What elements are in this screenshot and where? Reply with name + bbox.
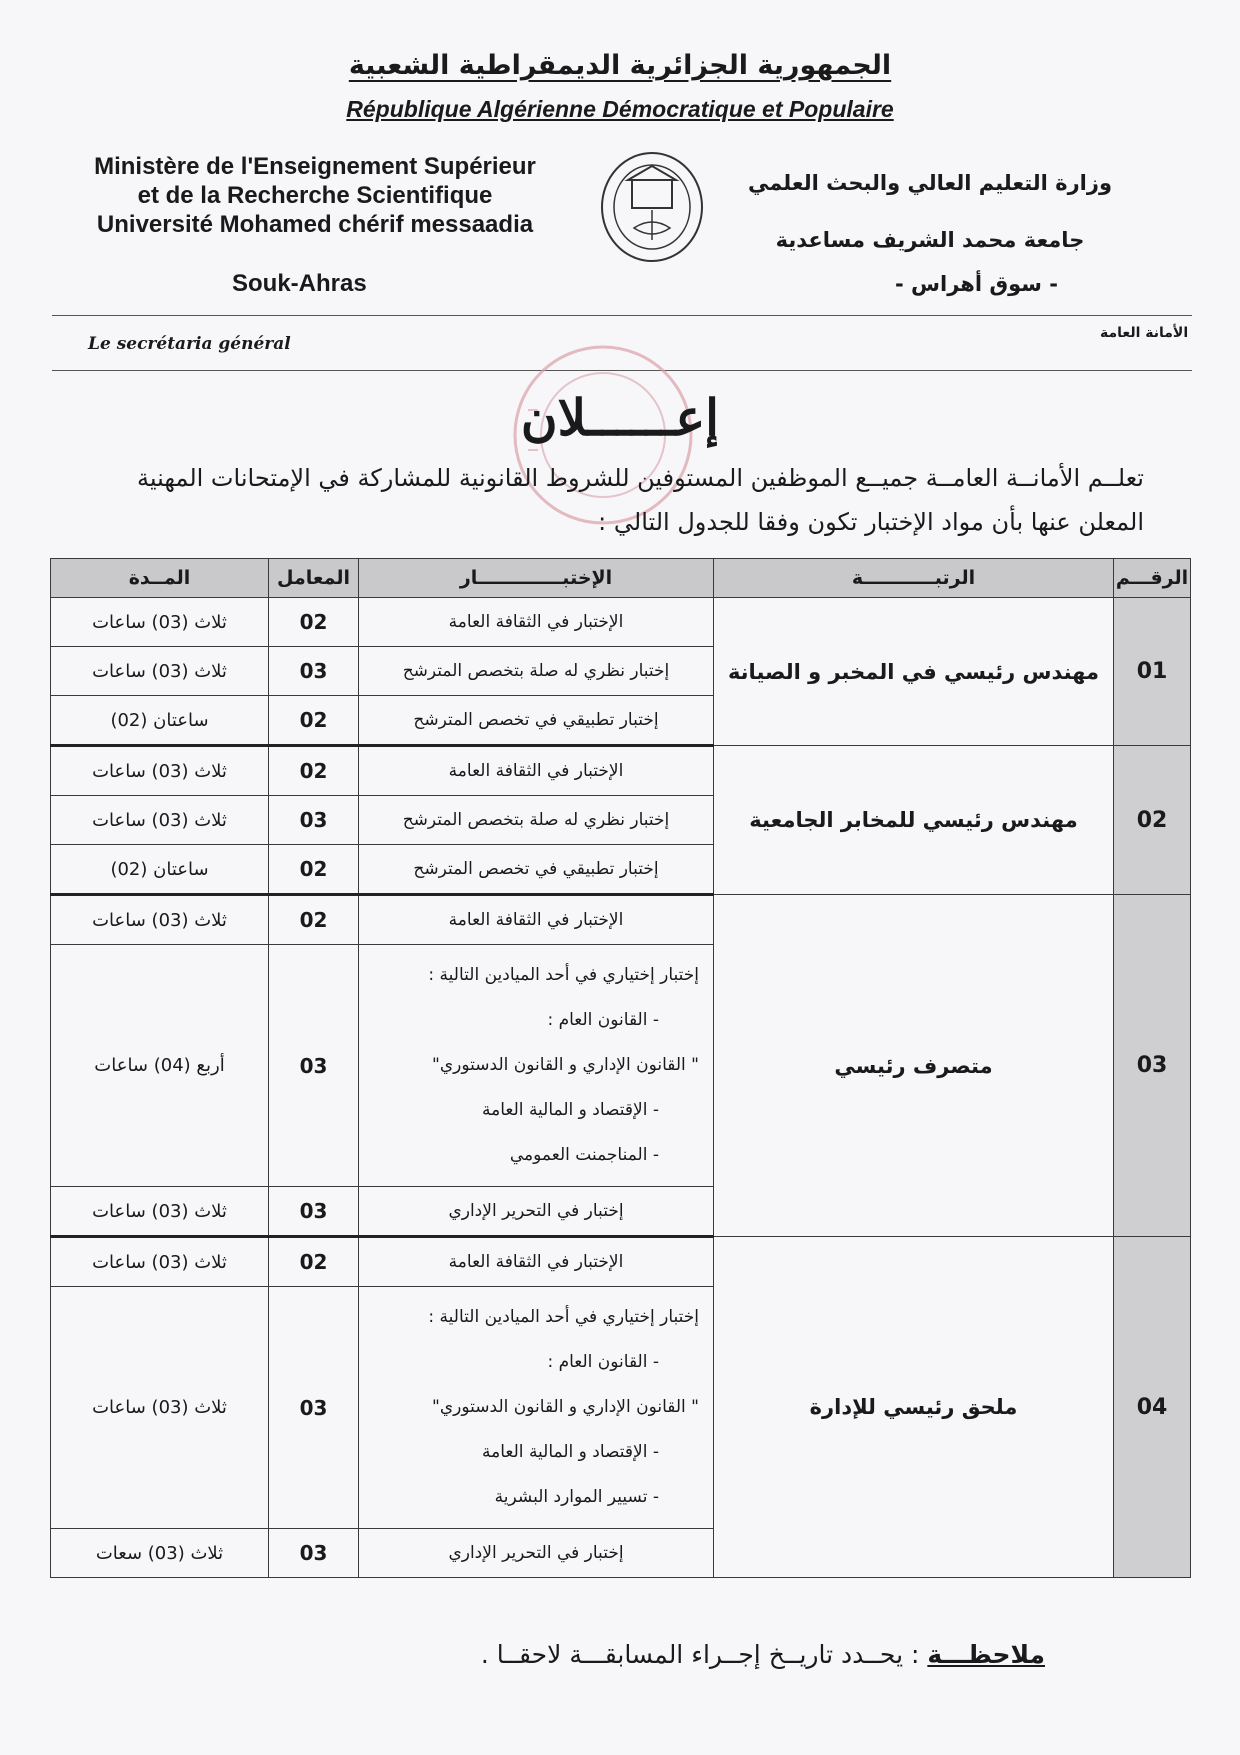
test-cell: الإختبار في الثقافة العامة xyxy=(359,598,714,647)
duration-cell: ساعتان (02) xyxy=(51,696,269,746)
optional-test-item: " القانون الإداري و القانون الدستوري" xyxy=(432,1055,699,1075)
ministry-fr-line-3: Université Mohamed chérif messaadia xyxy=(96,211,534,238)
rank-cell: ملحق رئيسي للإدارة xyxy=(714,1237,1114,1578)
optional-test-title: إختبار إختياري في أحد الميادين التالية : xyxy=(428,965,699,985)
coef-cell: 03 xyxy=(269,1529,359,1578)
row-number: 03 xyxy=(1114,895,1191,1237)
row-number: 01 xyxy=(1114,598,1191,746)
table-row xyxy=(51,598,1191,647)
header-test: الإختبـــــــــــــار xyxy=(359,559,714,598)
table-header-row xyxy=(51,559,1191,598)
table-row xyxy=(51,1237,1191,1287)
duration-cell: ثلاث (03) ساعات xyxy=(51,647,269,696)
coef-cell: 03 xyxy=(269,1187,359,1237)
secretariat-fr: Le secrétaria général xyxy=(88,334,291,354)
announcement-title: إعــــــلان xyxy=(520,388,720,447)
header-rank: الرتبـــــــــــة xyxy=(714,559,1114,598)
test-cell: الإختبار في الثقافة العامة xyxy=(359,746,714,796)
duration-cell: ثلاث (03) سعات xyxy=(51,1529,269,1578)
duration-cell: ثلاث (03) ساعات xyxy=(51,1287,269,1529)
test-cell: إختبار في التحرير الإداري xyxy=(359,1187,714,1237)
university-seal-icon xyxy=(598,150,706,265)
header-duration: المــدة xyxy=(51,559,269,598)
duration-cell: ثلاث (03) ساعات xyxy=(51,746,269,796)
optional-test-item: " القانون الإداري و القانون الدستوري" xyxy=(432,1397,699,1417)
coef-cell: 03 xyxy=(269,945,359,1187)
table-row xyxy=(51,746,1191,796)
exam-table xyxy=(50,558,1191,1578)
duration-cell: ثلاث (03) ساعات xyxy=(51,895,269,945)
optional-test-item: - تسيير الموارد البشرية xyxy=(494,1487,659,1507)
coef-cell: 02 xyxy=(269,696,359,746)
republic-title-ar: الجمهورية الجزائرية الديمقراطية الشعبية xyxy=(348,50,892,81)
ministry-ar xyxy=(730,155,1130,269)
footer-note xyxy=(481,1640,1045,1669)
test-cell: إختبار تطبيقي في تخصص المترشح xyxy=(359,696,714,746)
optional-test-title: إختبار إختياري في أحد الميادين التالية : xyxy=(428,1307,699,1327)
duration-cell: أربع (04) ساعات xyxy=(51,945,269,1187)
row-number: 02 xyxy=(1114,746,1191,895)
rank-cell: مهندس رئيسي للمخابر الجامعية xyxy=(714,746,1114,895)
optional-test-item: - المناجمنت العمومي xyxy=(509,1145,659,1165)
ministry-fr-line-1: Ministère de l'Enseignement Supérieur xyxy=(94,153,536,180)
table-row xyxy=(51,895,1191,945)
duration-cell: ثلاث (03) ساعات xyxy=(51,598,269,647)
announcement-intro: تعلــم الأمانــة العامــة جميــع الموظفين المستوفين للشروط القانونية للمشاركة في الإمتحانات المهنية المعلن عنها بأن مواد الإختبار تكون وفقا للجدول التالي : xyxy=(137,464,1144,536)
note-label: ملاحظـــة xyxy=(927,1640,1045,1669)
duration-cell: ساعتان (02) xyxy=(51,845,269,895)
coef-cell: 03 xyxy=(269,796,359,845)
optional-test-item: - القانون العام : xyxy=(547,1352,659,1372)
coef-cell: 02 xyxy=(269,895,359,945)
header-coef: المعامل xyxy=(269,559,359,598)
optional-test-cell xyxy=(359,945,714,1187)
coef-cell: 02 xyxy=(269,598,359,647)
optional-test-cell xyxy=(359,1287,714,1529)
test-cell: إختبار نظري له صلة بتخصص المترشح xyxy=(359,796,714,845)
ministry-ar-line-2: جامعة محمد الشريف مساعدية xyxy=(775,228,1085,252)
note-text: : يحــدد تاريــخ إجــراء المسابقـــة لاحقــا . xyxy=(480,1640,928,1669)
test-cell: إختبار نظري له صلة بتخصص المترشح xyxy=(359,647,714,696)
coef-cell: 03 xyxy=(269,1287,359,1529)
coef-cell: 02 xyxy=(269,746,359,796)
rank-cell: مهندس رئيسي في المخبر و الصيانة xyxy=(714,598,1114,746)
duration-cell: ثلاث (03) ساعات xyxy=(51,1187,269,1237)
secretariat-ar: الأمانة العامة xyxy=(1100,325,1189,341)
ministry-fr-line-2: et de la Recherche Scientifique xyxy=(137,182,493,209)
row-number: 04 xyxy=(1114,1237,1191,1578)
duration-cell: ثلاث (03) ساعات xyxy=(51,1237,269,1287)
coef-cell: 03 xyxy=(269,647,359,696)
ministry-fr xyxy=(60,152,570,239)
city-ar: - سوق أهراس - xyxy=(895,272,1058,296)
optional-test-item: - الإقتصاد و المالية العامة xyxy=(482,1100,659,1120)
city-fr: Souk-Ahras xyxy=(232,270,367,297)
header-rule-top xyxy=(52,315,1192,316)
ministry-ar-line-1: وزارة التعليم العالي والبحث العلمي xyxy=(747,171,1113,195)
optional-test-item: - القانون العام : xyxy=(547,1010,659,1030)
coef-cell: 02 xyxy=(269,1237,359,1287)
republic-title-fr: République Algérienne Démocratique et Populaire xyxy=(346,96,894,122)
test-cell: الإختبار في الثقافة العامة xyxy=(359,1237,714,1287)
duration-cell: ثلاث (03) ساعات xyxy=(51,796,269,845)
optional-test-item: - الإقتصاد و المالية العامة xyxy=(482,1442,659,1462)
test-cell: الإختبار في الثقافة العامة xyxy=(359,895,714,945)
rank-cell: متصرف رئيسي xyxy=(714,895,1114,1237)
header-num: الرقـــم xyxy=(1114,559,1191,598)
test-cell: إختبار في التحرير الإداري xyxy=(359,1529,714,1578)
test-cell: إختبار تطبيقي في تخصص المترشح xyxy=(359,845,714,895)
coef-cell: 02 xyxy=(269,845,359,895)
